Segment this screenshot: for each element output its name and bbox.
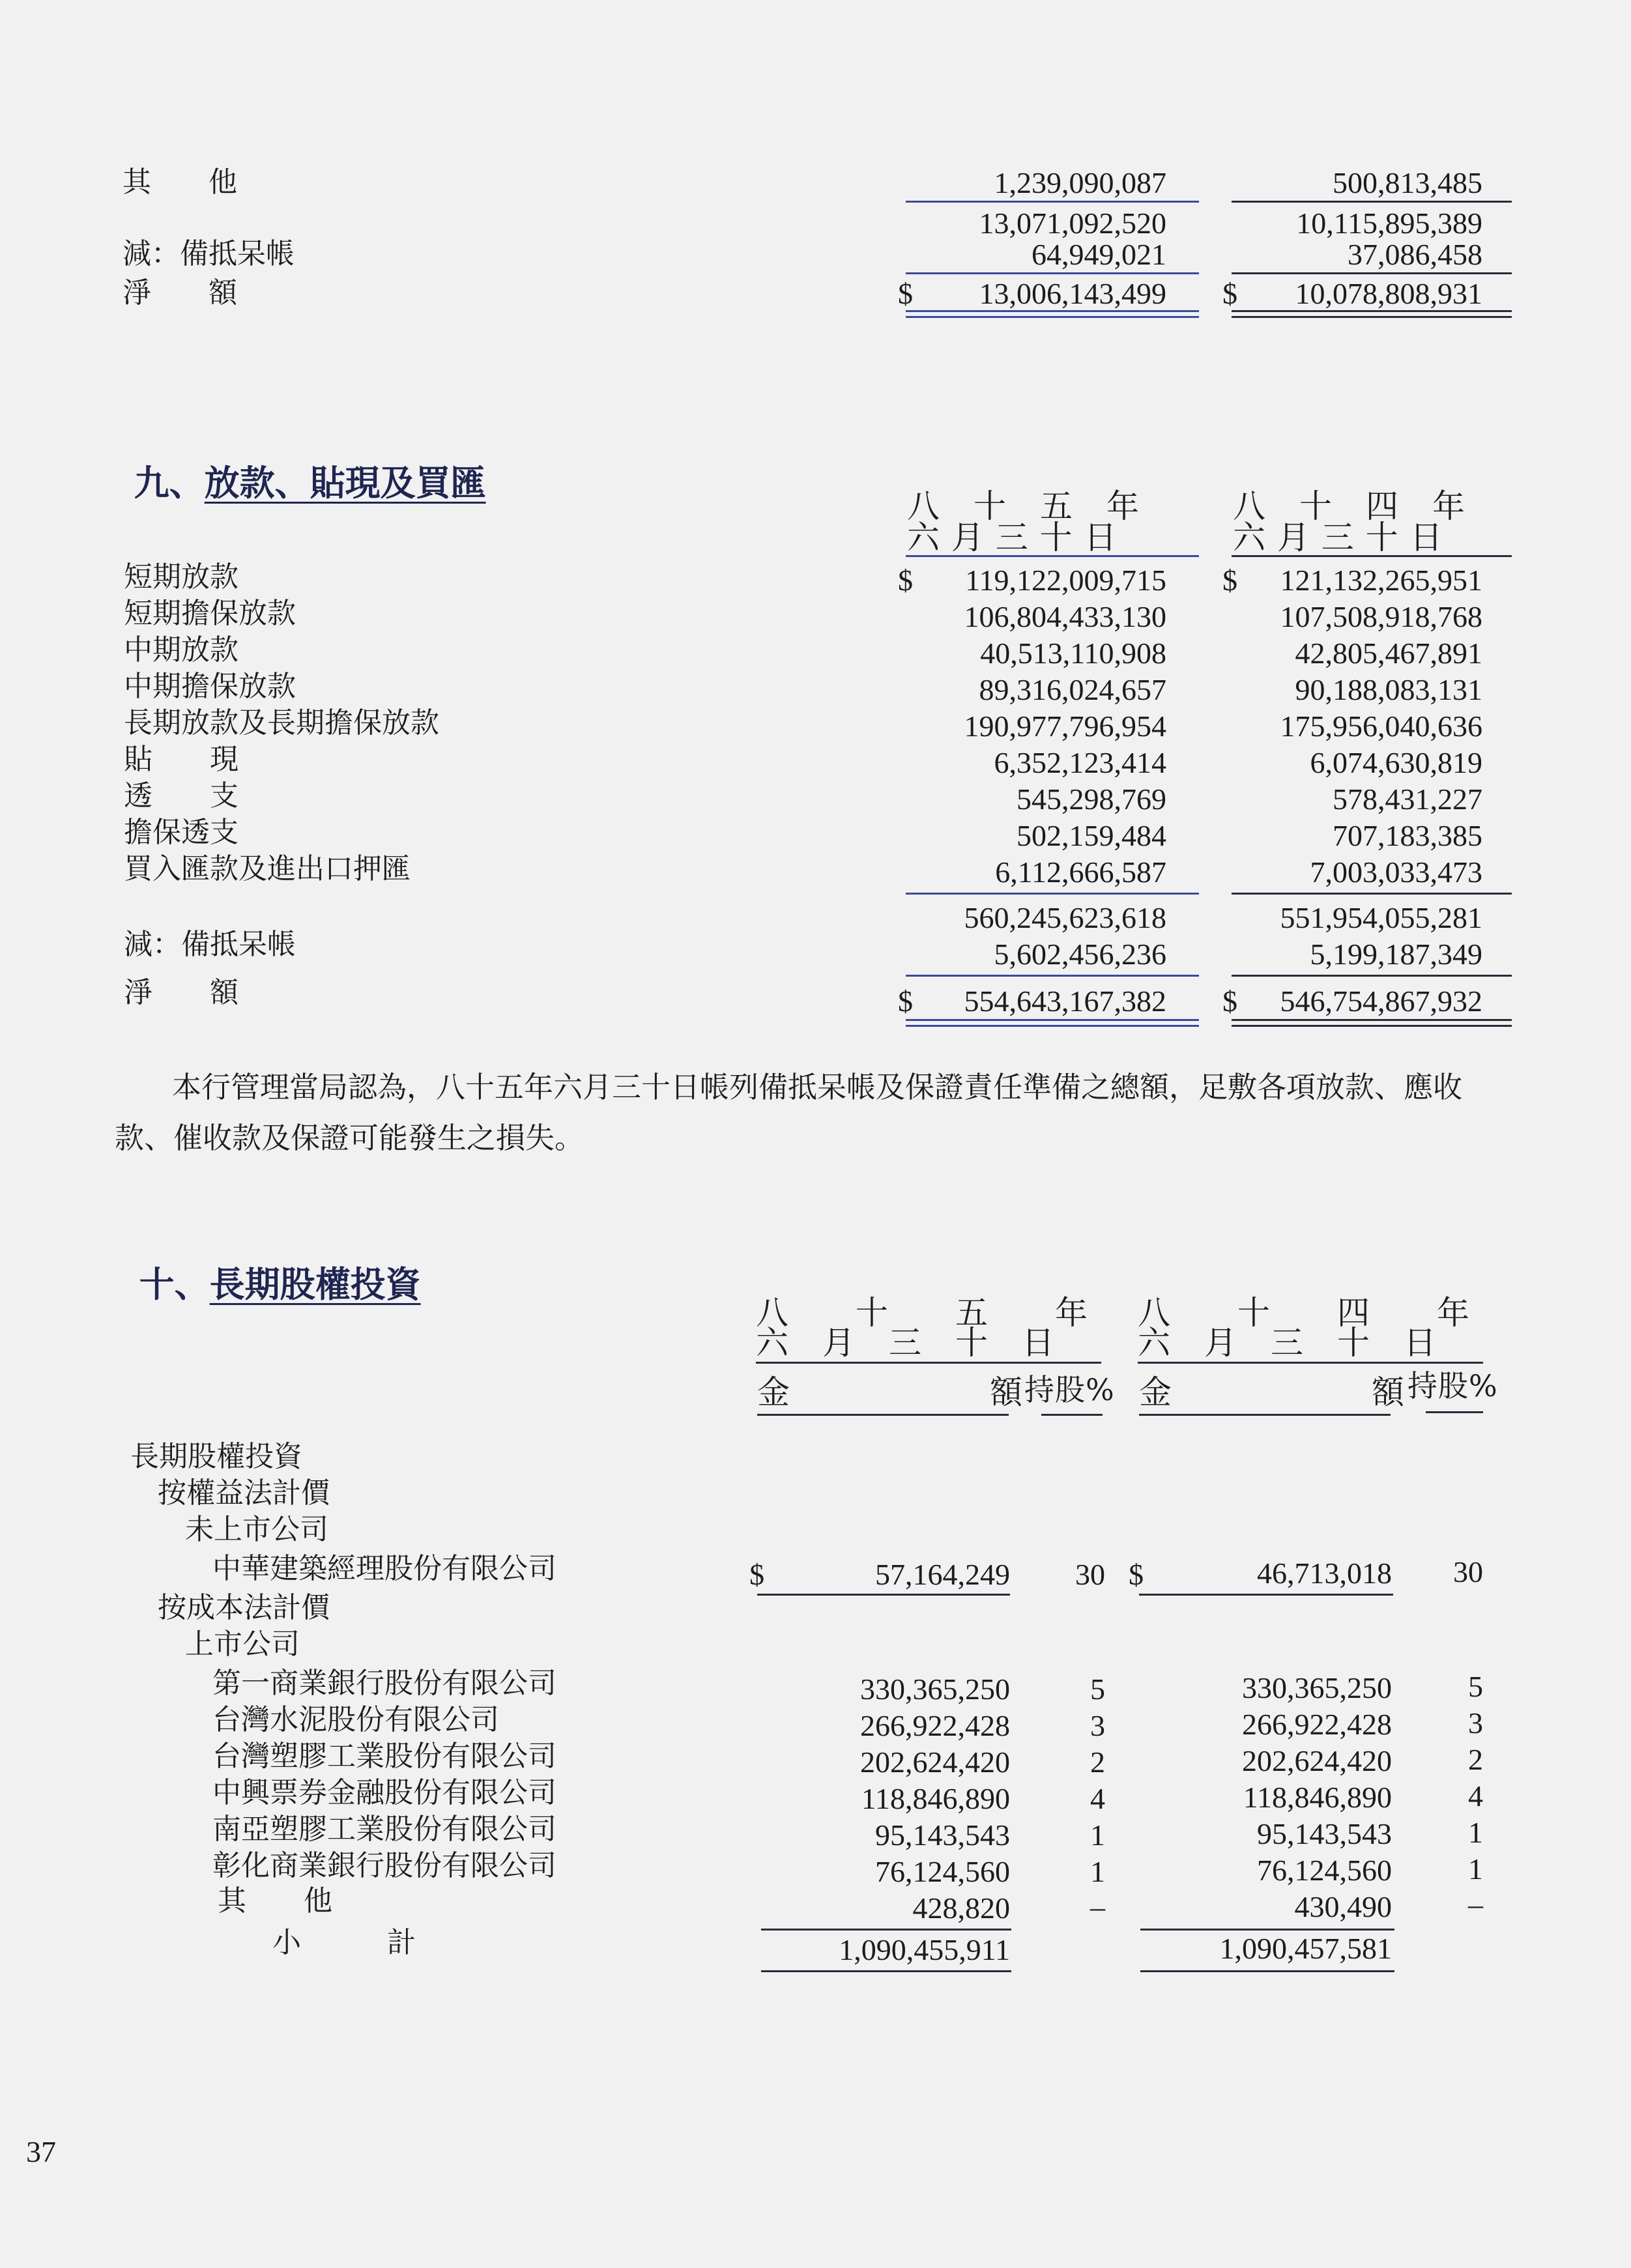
amount-header: 金 額	[1139, 1373, 1405, 1411]
subtotal-1995: 10,115,895,389	[1296, 207, 1482, 240]
net-label: 淨 額	[124, 976, 238, 1009]
amount-1996: 118,846,890	[861, 1782, 1010, 1815]
subtotal-1996: 560,245,623,618	[964, 901, 1166, 934]
company-label: 其 他	[218, 1884, 332, 1917]
pct-1995: 3	[1468, 1706, 1483, 1740]
subtotal-1996: 13,071,092,520	[979, 207, 1166, 240]
value-1996: 89,316,024,657	[979, 673, 1166, 706]
row-label: 透 支	[124, 779, 238, 812]
amount-1995: 46,713,018	[1257, 1557, 1392, 1590]
value-1996: 1,239,090,087	[994, 166, 1166, 199]
allowance-1996: 5,602,456,236	[994, 938, 1166, 971]
dollar-sign: $	[1222, 277, 1237, 310]
value-1996: 40,513,110,908	[980, 637, 1166, 670]
row-label: 買入匯款及進出口押匯	[124, 852, 411, 885]
company-label: 台灣水泥股份有限公司	[212, 1703, 499, 1736]
col-header-1996-year: 八 十 五 年	[907, 487, 1140, 525]
col-header-1996-date: 六 月 三 十 日	[756, 1324, 1055, 1362]
value-1995: 90,188,083,131	[1295, 673, 1482, 706]
row-label: 短期放款	[124, 560, 238, 594]
subtotal-1995: 551,954,055,281	[1280, 901, 1482, 934]
amount-1996: 266,922,428	[860, 1709, 1010, 1742]
pct-1996: 30	[1075, 1558, 1105, 1591]
row-label: 貼 現	[124, 743, 238, 776]
dollar-sign: $	[1222, 564, 1237, 597]
dollar-sign: $	[898, 984, 913, 1018]
sec10-heading	[115, 1231, 421, 1305]
pct-header: 持股%	[1407, 1368, 1498, 1403]
subtotal-1995: 1,090,457,581	[1219, 1932, 1392, 1965]
pct-1996: 1	[1090, 1818, 1105, 1852]
dollar-sign: $	[1129, 1558, 1144, 1591]
net-1996: 13,006,143,499	[979, 277, 1166, 310]
pct-header: 持股%	[1024, 1372, 1115, 1407]
pct-1995: 30	[1453, 1555, 1483, 1588]
pct-1995: 1	[1468, 1852, 1483, 1886]
listing-label: 上市公司	[185, 1628, 300, 1661]
value-1996: 502,159,484	[1017, 819, 1166, 852]
allowance-1995: 37,086,458	[1348, 238, 1482, 271]
amount-1995: 430,490	[1294, 1890, 1392, 1923]
row-label: 中期放款	[124, 633, 238, 667]
dollar-sign: $	[898, 277, 913, 310]
value-1995: 578,431,227	[1333, 782, 1482, 816]
pct-1996: –	[1090, 1890, 1105, 1923]
net-1995: 546,754,867,932	[1280, 984, 1482, 1018]
amount-1995: 76,124,560	[1257, 1854, 1392, 1887]
row-label: 中期擔保放款	[124, 670, 296, 703]
value-1995: 42,805,467,891	[1295, 637, 1482, 670]
section-number: 九、	[134, 462, 205, 504]
amount-1996: 428,820	[912, 1891, 1010, 1925]
section-title: 長期股權投資	[209, 1263, 421, 1305]
col-header-1995-year: 八 十 四 年	[1138, 1294, 1470, 1332]
method-label: 按權益法計價	[158, 1476, 330, 1510]
amount-1995: 95,143,543	[1257, 1817, 1392, 1850]
value-1996: 6,352,123,414	[994, 746, 1166, 779]
page-number: 37	[26, 2135, 56, 2168]
company-label: 南亞塑膠工業股份有限公司	[212, 1813, 556, 1846]
amount-1995: 266,922,428	[1242, 1708, 1392, 1741]
method-label: 按成本法計價	[158, 1591, 330, 1624]
value-1995: 175,956,040,636	[1280, 710, 1482, 743]
company-label: 台灣塑膠工業股份有限公司	[212, 1740, 556, 1773]
dollar-sign: $	[898, 564, 913, 597]
col-header-1995-date: 六 月 三 十 日	[1233, 519, 1443, 556]
value-1995: 107,508,918,768	[1280, 600, 1482, 633]
pct-1996: 2	[1090, 1745, 1105, 1779]
sec9-heading	[109, 430, 486, 504]
pct-1995: –	[1468, 1888, 1483, 1921]
amount-header: 金 額	[757, 1373, 1023, 1411]
allowance-1996: 64,949,021	[1032, 238, 1166, 271]
allowance-1995: 5,199,187,349	[1310, 938, 1482, 971]
dollar-sign: $	[749, 1558, 764, 1591]
amount-1995: 202,624,420	[1242, 1744, 1392, 1777]
category-label: 長期股權投資	[130, 1440, 302, 1473]
company-label: 中華建築經理股份有限公司	[212, 1552, 556, 1585]
col-header-1996-date: 六 月 三 十 日	[907, 519, 1118, 556]
amount-1996: 330,365,250	[860, 1672, 1010, 1706]
value-1996: 545,298,769	[1017, 782, 1166, 816]
dollar-sign: $	[1222, 984, 1237, 1018]
amount-1996: 76,124,560	[875, 1855, 1010, 1888]
allowance-label: 減：備抵呆帳	[124, 928, 296, 961]
value-1996: 106,804,433,130	[964, 600, 1166, 633]
amount-1996: 202,624,420	[860, 1745, 1010, 1779]
value-1995: 121,132,265,951	[1280, 564, 1482, 597]
company-label: 第一商業銀行股份有限公司	[212, 1667, 556, 1700]
management-note: 本行管理當局認為，八十五年六月三十日帳列備抵呆帳及保證責任準備之總額，足敷各項放款、應收款、催收款及保證可能發生之損失。	[115, 1070, 1463, 1155]
net-label: 淨 額	[123, 276, 237, 309]
pct-1996: 3	[1090, 1709, 1105, 1742]
amount-1995: 330,365,250	[1242, 1671, 1392, 1704]
section-title: 放款、貼現及買匯	[204, 462, 486, 504]
subtotal-label: 小 計	[272, 1926, 416, 1959]
pct-1995: 1	[1468, 1816, 1483, 1849]
section-number: 十、	[139, 1263, 210, 1305]
col-header-1995-date: 六 月 三 十 日	[1138, 1324, 1437, 1362]
listing-label: 未上市公司	[185, 1513, 328, 1546]
pct-1996: 4	[1090, 1782, 1105, 1815]
pct-1996: 5	[1090, 1672, 1105, 1706]
pct-1995: 5	[1468, 1670, 1483, 1703]
pct-1996: 1	[1090, 1855, 1105, 1888]
net-1996: 554,643,167,382	[964, 984, 1166, 1018]
pct-1995: 2	[1468, 1743, 1483, 1776]
company-label: 中興票券金融股份有限公司	[212, 1776, 556, 1809]
net-1995: 10,078,808,931	[1295, 277, 1482, 310]
pct-1995: 4	[1468, 1779, 1483, 1813]
subtotal-1996: 1,090,455,911	[839, 1933, 1010, 1966]
value-1996: 6,112,666,587	[995, 855, 1166, 889]
value-1995: 500,813,485	[1333, 166, 1482, 199]
company-label: 彰化商業銀行股份有限公司	[212, 1849, 556, 1882]
row-label: 長期放款及長期擔保放款	[124, 706, 439, 739]
value-1995: 7,003,033,473	[1310, 855, 1482, 889]
amount-1995: 118,846,890	[1243, 1781, 1392, 1814]
value-1996: 119,122,009,715	[965, 564, 1166, 597]
col-header-1995-year: 八 十 四 年	[1233, 487, 1465, 525]
col-header-1996-year: 八 十 五 年	[756, 1294, 1088, 1332]
value-1995: 6,074,630,819	[1310, 746, 1482, 779]
row-label: 其 他	[123, 165, 237, 199]
row-label: 擔保透支	[124, 816, 238, 849]
value-1995: 707,183,385	[1333, 819, 1482, 852]
row-label: 短期擔保放款	[124, 597, 296, 630]
amount-1996: 95,143,543	[875, 1818, 1010, 1852]
value-1996: 190,977,796,954	[964, 710, 1166, 743]
allowance-label: 減：備抵呆帳	[123, 237, 295, 270]
amount-1996: 57,164,249	[875, 1558, 1010, 1591]
